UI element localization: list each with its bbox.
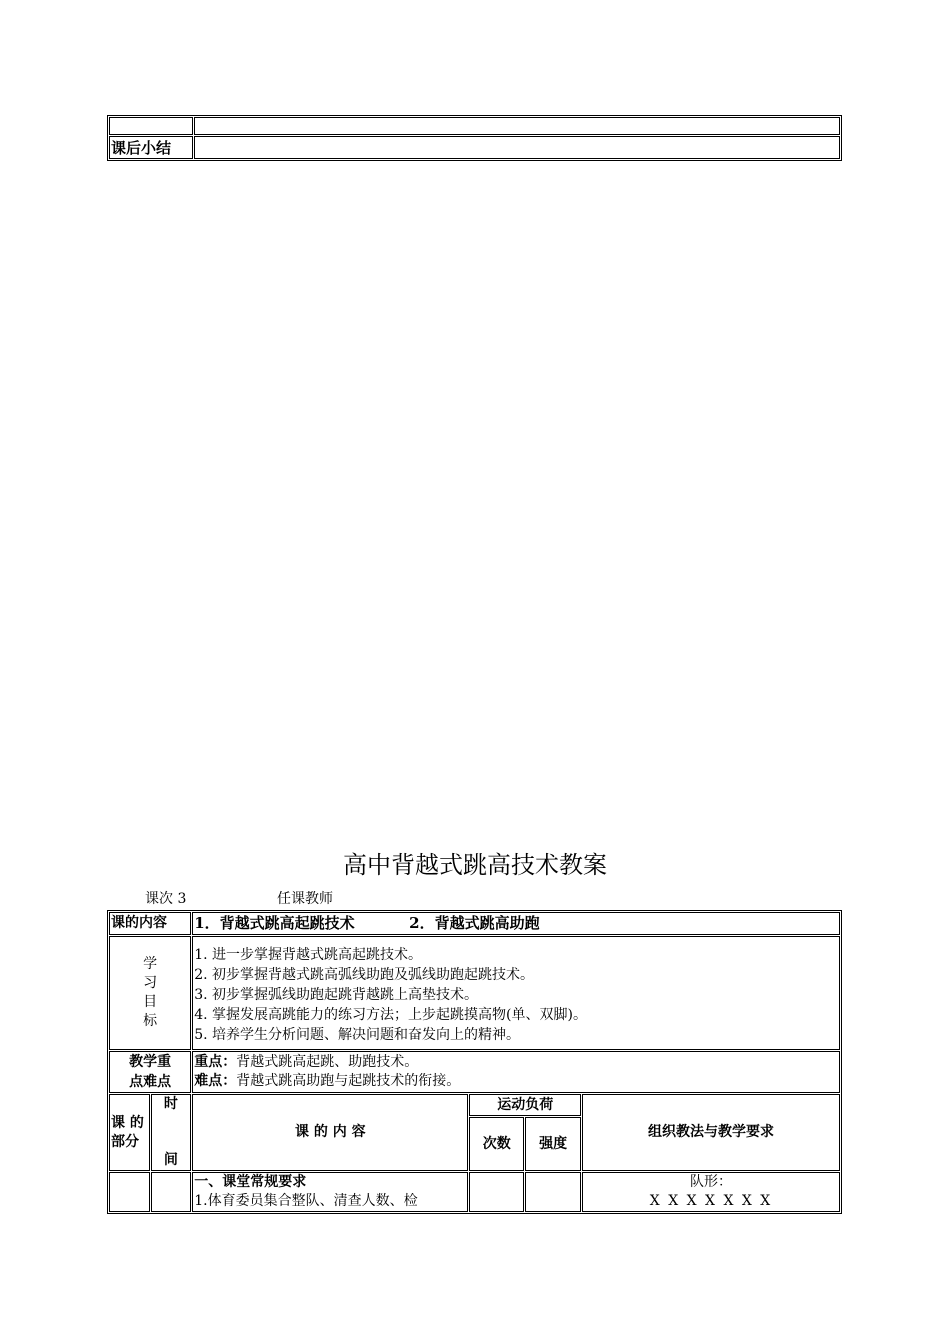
summary-label: 课后小结: [109, 136, 193, 159]
key-points-label-line2: 点难点: [129, 1074, 172, 1090]
content-item-2: 2．背越式跳高助跑: [409, 914, 540, 932]
goals-label: [109, 936, 191, 1050]
goal-item: 5. 培养学生分析问题、解决问题和奋发向上的精神。: [194, 1027, 521, 1043]
goals-list: [192, 936, 840, 1050]
goal-item: 1. 进一步掌握背越式跳高起跳技术。: [194, 947, 423, 963]
table-header-row: [109, 1094, 840, 1116]
goal-item: 3. 初步掌握弧线助跑起跳背越跳上高垫技术。: [194, 987, 479, 1003]
formation-label: 队形：: [690, 1174, 733, 1190]
goal-item: 4. 掌握发展高跳能力的练习方法；上步起跳摸高物(单、双脚)。: [194, 1007, 587, 1023]
content-label: 课的内容: [109, 912, 191, 935]
difficulty-label: 难点：: [194, 1073, 237, 1089]
intensity-header: 强度: [525, 1117, 581, 1171]
lesson-number: 课次 3: [145, 891, 187, 907]
intensity-cell: [525, 1172, 581, 1212]
summary-content-cell: [194, 136, 840, 159]
method-cell: [582, 1172, 840, 1212]
time-header-top: 时: [163, 1096, 178, 1112]
table-row: [109, 1172, 840, 1212]
method-header: 组织教法与教学要求: [582, 1094, 840, 1171]
count-cell: [469, 1172, 524, 1212]
key-label: 重点：: [194, 1054, 237, 1070]
summary-empty-content-cell: [194, 117, 840, 135]
key-points-row: [109, 1051, 840, 1093]
summary-table: [107, 115, 842, 161]
content-line: 1.体育委员集合整队、清查人数、检: [194, 1193, 418, 1209]
content-row: [109, 912, 840, 935]
goals-label-char: 目: [143, 994, 158, 1010]
goals-row: [109, 936, 840, 1050]
part-header-line1: 课 的: [111, 1114, 144, 1131]
part-header: [109, 1094, 150, 1171]
teacher-label: 任课教师: [277, 891, 333, 907]
key-points-label-line1: 教学重: [129, 1054, 172, 1070]
formation-diagram: X X X X X X X: [649, 1193, 773, 1209]
section-heading: 一、课堂常规要求: [194, 1174, 307, 1190]
goals-label-char: 标: [143, 1013, 158, 1029]
document-title: 高中背越式跳高技术教案: [343, 851, 607, 879]
key-points-label: [109, 1051, 191, 1093]
time-header: [151, 1094, 192, 1171]
key-points-content: [192, 1051, 840, 1093]
key-text: 背越式跳高起跳、助跑技术。: [236, 1054, 419, 1070]
content-header: 课 的 内 容: [192, 1094, 468, 1171]
count-header: 次数: [469, 1117, 524, 1171]
part-cell: [109, 1172, 150, 1212]
lesson-meta: [0, 888, 950, 908]
part-header-line2: 部分: [111, 1133, 139, 1150]
summary-empty-label-cell: [109, 117, 193, 135]
goal-item: 2. 初步掌握背越式跳高弧线助跑及弧线助跑起跳技术。: [194, 967, 535, 983]
time-header-bottom: 间: [163, 1152, 178, 1168]
difficulty-text: 背越式跳高助跑与起跳技术的衔接。: [236, 1073, 461, 1089]
lesson-plan-table: [107, 910, 842, 1214]
goals-label-char: 学: [143, 956, 158, 972]
time-cell: [151, 1172, 192, 1212]
content-item-1: 1．背越式跳高起跳技术: [194, 914, 355, 932]
content-items: [192, 912, 840, 935]
goals-label-char: 习: [143, 975, 158, 991]
content-cell: [192, 1172, 468, 1212]
load-header: 运动负荷: [469, 1094, 581, 1116]
